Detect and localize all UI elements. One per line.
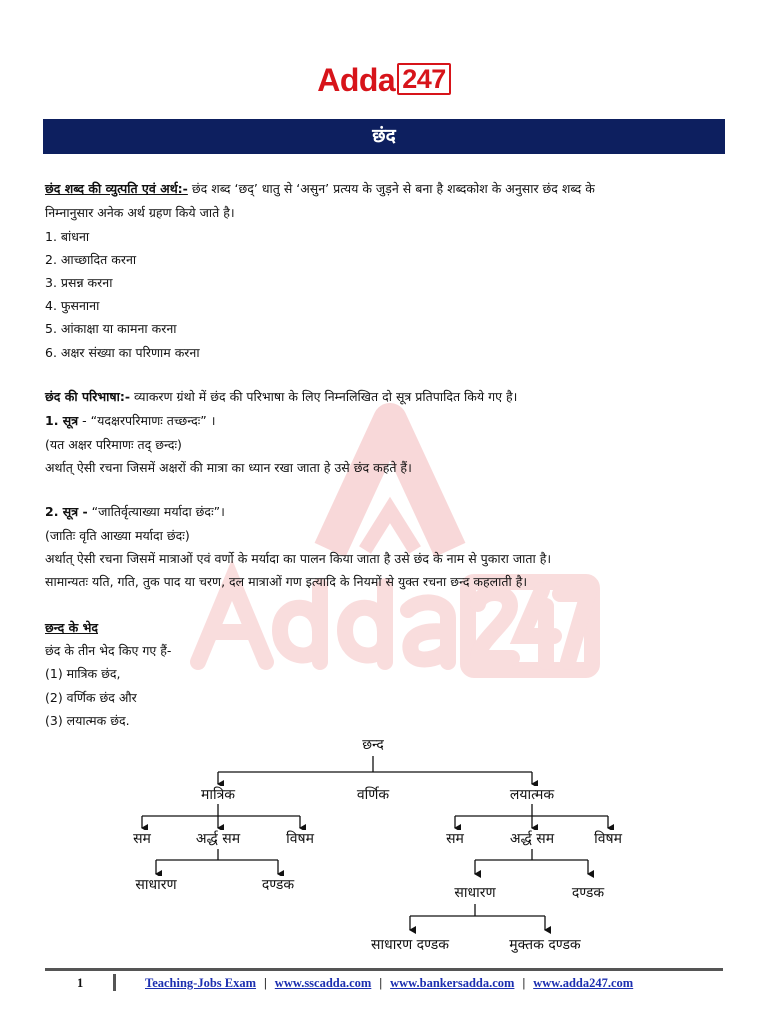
sutra1-paren: (यत अक्षर परिमाणः तद् छन्दः) xyxy=(45,437,182,452)
node-varnik: वर्णिक xyxy=(356,787,390,803)
link-bankersadda[interactable]: www.bankersadda.com xyxy=(390,976,515,990)
watermark-logo xyxy=(180,400,600,690)
node-layatmak-ardhsam: अर्द्ध सम xyxy=(509,831,555,847)
etymology-text: छंद शब्द ‘छद्’ धातु से ‘असुन’ प्रत्यय के जुड़ने से बना है शब्दकोश के अनुसार छंद शब्द के xyxy=(187,181,595,196)
chhand-types-diagram xyxy=(120,734,640,966)
node-layatmak-sadharan: साधारण xyxy=(454,885,496,901)
link-sscadda[interactable]: www.sscadda.com xyxy=(274,976,372,990)
logo-text: Adda xyxy=(317,62,396,98)
general-definition: सामान्यतः यति, गति, तुक पाद या चरण, दल मात्राओं गण इत्यादि के नियमों से युक्त रचना छन्द कहलाती है। xyxy=(45,574,528,589)
sutra1-line xyxy=(45,412,215,430)
node-layatmak-dandak: दण्डक xyxy=(571,885,605,901)
adda247-logo xyxy=(0,60,768,100)
node-matrik-ardhsam: अर्द्ध सम xyxy=(195,831,241,847)
etymology-paragraph xyxy=(45,180,595,198)
sutra2-label: 2. सूत्र - xyxy=(45,504,88,519)
footer-divider xyxy=(45,968,723,971)
link-teaching-jobs[interactable]: Teaching-Jobs Exam xyxy=(145,976,257,990)
meaning-item: 4. फुसनाना xyxy=(45,298,100,313)
types-intro: छंद के तीन भेद किए गए हैं- xyxy=(45,643,172,658)
link-adda247[interactable]: www.adda247.com xyxy=(533,976,634,990)
footer-bar xyxy=(113,974,116,991)
node-layatmak-visham: विषम xyxy=(594,831,622,847)
diagram-connectors xyxy=(120,734,640,966)
node-sadharan-dandak: साधारण दण्डक xyxy=(371,937,449,953)
definition-text: व्याकरण ग्रंथो में छंद की परिभाषा के लिए निम्नलिखित दो सूत्र प्रतिपादित किये गए है। xyxy=(130,389,518,404)
node-chhand: छन्द xyxy=(362,737,384,753)
sutra2-paren: (जातिः वृति आख्या मर्यादा छंदः) xyxy=(45,528,190,543)
sutra1-label: 1. सूत्र xyxy=(45,413,79,428)
sutra2-meaning: अर्थात् ऐसी रचना जिसमें मात्राओं एवं वर्णो के मर्यादा का पालन किया जाता है उसे छंद के नाम से पुकारा जाता है। xyxy=(45,551,552,566)
node-matrik-sam: सम xyxy=(133,831,151,847)
page-number: 1 xyxy=(77,976,84,990)
type-item: (1) मात्रिक छंद, xyxy=(45,666,121,681)
sutra1-meaning: अर्थात् ऐसी रचना जिसमें अक्षरों की मात्रा का ध्यान रखा जाता हे उसे छंद कहते हैं। xyxy=(45,460,412,475)
meaning-item: 6. अक्षर संख्या का परिणाम करना xyxy=(45,345,200,360)
separator: | xyxy=(522,976,526,990)
sutra2-text: “जातिर्वृत्याख्या मर्यादा छंदः”। xyxy=(87,504,225,519)
etymology-text-continued: निम्नानुसार अनेक अर्थ ग्रहण किये जाते है। xyxy=(45,205,235,220)
node-matrik-sadharan: साधारण xyxy=(135,877,177,893)
meaning-item: 3. प्रसन्न करना xyxy=(45,275,113,290)
types-heading: छन्द के भेद xyxy=(45,620,98,635)
node-layatmak-sam: सम xyxy=(446,831,464,847)
node-matrik: मात्रिक xyxy=(200,787,236,803)
node-layatmak: लयात्मक xyxy=(509,787,555,803)
separator: | xyxy=(379,976,383,990)
type-item: (2) वर्णिक छंद और xyxy=(45,690,137,705)
definition-paragraph xyxy=(45,388,517,406)
meaning-item: 1. बांधना xyxy=(45,229,90,244)
node-matrik-dandak: दण्डक xyxy=(261,877,295,893)
page-title: छंद xyxy=(43,119,725,154)
meaning-item: 2. आच्छादित करना xyxy=(45,252,137,267)
node-matrik-visham: विषम xyxy=(286,831,314,847)
sutra2-line xyxy=(45,503,225,521)
type-item: (3) लयात्मक छंद. xyxy=(45,713,130,728)
footer-links xyxy=(145,974,633,992)
footer xyxy=(45,974,723,994)
etymology-heading: छंद शब्द की व्युत्पति एवं अर्थ:- xyxy=(45,181,188,196)
sutra1-text: - “यदक्षरपरिमाणः तच्छन्दः” । xyxy=(78,413,216,428)
separator: | xyxy=(264,976,267,990)
logo-number: 247 xyxy=(397,63,451,95)
meaning-item: 5. आंकाक्षा या कामना करना xyxy=(45,321,177,336)
node-muktak-dandak: मुक्तक दण्डक xyxy=(509,937,581,953)
definition-heading: छंद की परिभाषा:- xyxy=(45,389,131,404)
